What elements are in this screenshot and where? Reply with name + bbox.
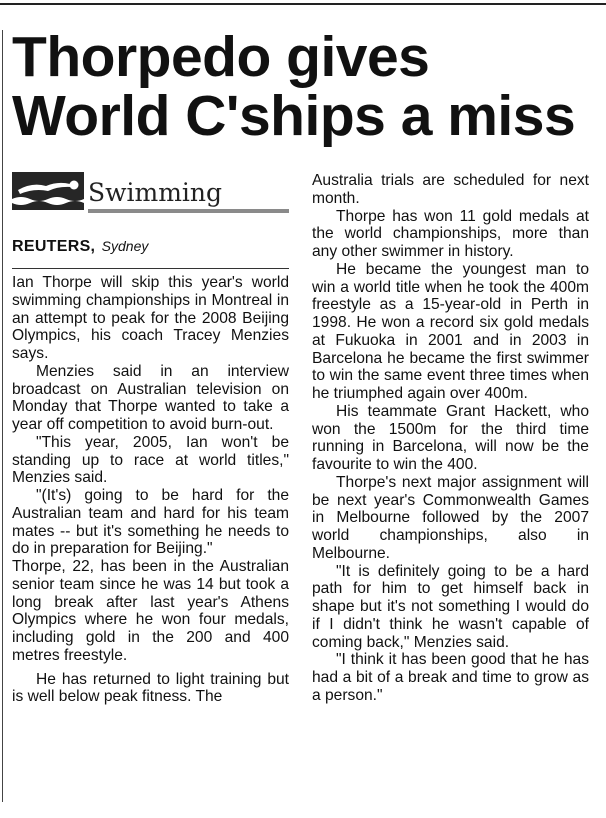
body-paragraph: Thorpe has won 11 gold medals at the world championships, more than any other swimmer in history.: [312, 207, 589, 260]
body-paragraph: He became the youngest man to win a world title when he took the 400m freestyle as a 15-year-old in Perth in 1998. He won a record six gold medals at Fukuoka in 2001 and in 2003 in Barcelona he became the first swimmer to win the same event three times when he triumphed again over 400m.: [312, 260, 589, 402]
body-paragraph: "I think it has been good that he has had a bit of a break and time to grow as a person.": [312, 651, 589, 704]
section-header: [12, 172, 289, 216]
right-column: [312, 172, 589, 705]
body-paragraph: His teammate Grant Hackett, who won the 1500m for the third time running in Barcelona, will now be the favourite to win the 400.: [312, 402, 589, 473]
byline: [12, 238, 289, 262]
body-paragraph: Ian Thorpe will skip this year's world swimming championships in Montreal in an attempt to peak for the 2008 Beijing Olympics, his coach Tracey Menzies says.: [12, 274, 289, 362]
body-paragraph: "It is definitely going to be a hard path for him to get himself back in shape but it's not something I would do if I didn't think he wasn't capable of coming back," Menzies said.: [312, 562, 589, 651]
section-label: Swimming: [88, 178, 223, 207]
left-column: [12, 172, 289, 706]
top-rule: [0, 3, 606, 5]
section-rule: [88, 209, 289, 213]
byline-place: Sydney: [101, 238, 149, 254]
body-paragraph: Australia trials are scheduled for next month.: [312, 172, 589, 207]
body-paragraph: Thorpe, 22, has been in the Australian senior team since he was 14 but took a long break after last year's Athens Olympics where he won four medals, including gold in the 200 and 400 metres freestyle.: [12, 558, 289, 664]
headline: Thorpedo gives World C'ships a miss: [12, 25, 576, 148]
byline-rule: [12, 268, 289, 269]
left-rule: [2, 30, 3, 802]
body-paragraph: "This year, 2005, Ian won't be standing up to race at world titles," Menzies said.: [12, 433, 289, 487]
body-paragraph: "(It's) going to be hard for the Australian team and hard for his team mates -- but it's something he needs to do in preparation for Beijing.": [12, 487, 289, 558]
byline-agency: REUTERS,: [12, 238, 96, 255]
body-paragraph: Thorpe's next major assignment will be next year's Commonwealth Games in Melbourne followed by the 2007 world championships, also in Melbourne.: [312, 473, 589, 562]
swimmer-icon: [12, 172, 84, 210]
body-paragraph: He has returned to light training but is well below peak fitness. The: [12, 670, 289, 706]
body-paragraph: Menzies said in an interview broadcast on Australian television on Monday that Thorpe wanted to take a year off competition to avoid burn-out.: [12, 362, 289, 433]
